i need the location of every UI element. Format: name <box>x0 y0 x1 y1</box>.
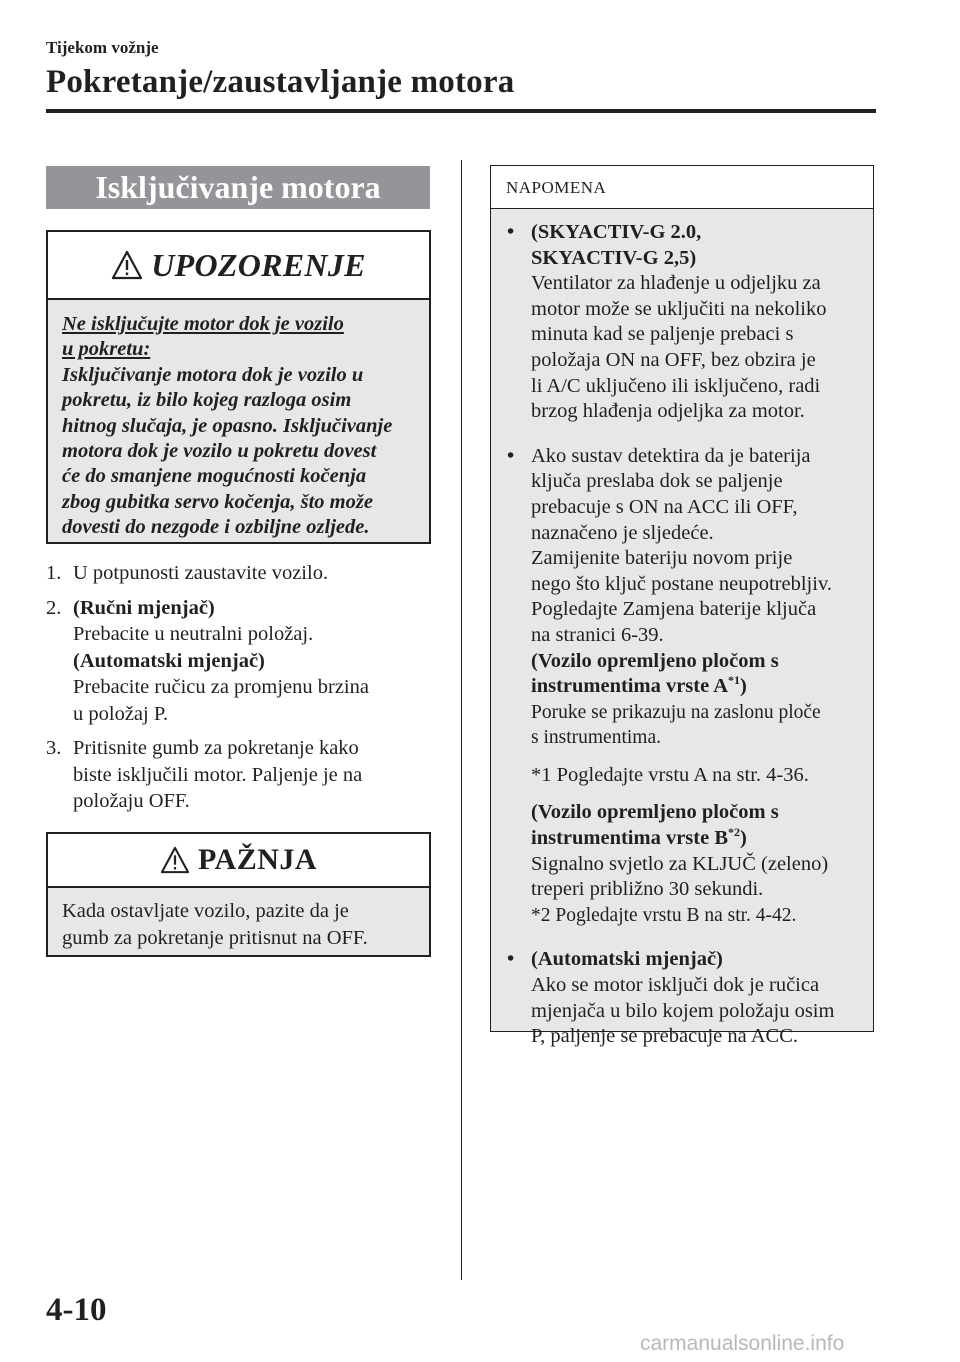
section-label: Tijekom vožnje <box>46 38 159 57</box>
note-line: (Automatski mjenjač) <box>531 948 723 971</box>
note-line: Signalno svjetlo za KLJUČ (zeleno) <box>531 852 829 875</box>
note-subheading: (Vozilo opremljeno pločom s <box>531 801 779 824</box>
caution-line: Kada ostavljate vozilo, pazite da je <box>62 900 349 922</box>
note-subheading-close: ) <box>740 827 747 850</box>
note-item <box>505 444 865 929</box>
warning-box <box>46 230 431 544</box>
step-item <box>46 595 436 728</box>
note-line: na stranici 6-39. <box>531 623 664 646</box>
step-line: U potpunosti zaustavite vozilo. <box>73 562 329 584</box>
title-rule <box>46 109 876 113</box>
warning-triangle-icon <box>111 250 143 280</box>
column-divider <box>461 160 462 1280</box>
step-item <box>46 560 436 587</box>
note-subheading <box>531 674 865 700</box>
warning-line: Isključivanje motora dok je vozilo u <box>62 363 364 386</box>
note-line: Ako se motor isključi dok je ručica <box>531 974 820 997</box>
watermark: carmanualsonline.info <box>640 1332 845 1355</box>
caution-header <box>48 834 429 888</box>
step-line: u položaj P. <box>73 702 169 725</box>
footnote: *2 Pogledajte vrstu B na str. 4-42. <box>531 904 797 926</box>
footnote: *1 Pogledajte vrstu A na str. 4-36. <box>531 763 809 786</box>
note-line: naznačeno je sljedeće. <box>531 521 714 544</box>
warning-line: motora dok je vozilo u pokretu dovest <box>62 440 377 463</box>
step-line: (Ručni mjenjač) <box>73 596 215 619</box>
step-number: 1. <box>46 562 62 584</box>
note-line: Poruke se prikazuju na zaslonu ploče <box>531 701 821 723</box>
note-line: Pogledajte Zamjena baterije ključa <box>531 598 817 621</box>
warning-text <box>62 312 424 541</box>
step-item <box>46 735 436 815</box>
note-line: s instrumentima. <box>531 727 661 749</box>
step-number: 2. <box>46 596 62 619</box>
warning-header <box>48 232 429 300</box>
note-title: NAPOMENA <box>506 178 607 197</box>
warning-line: zbog gubitka servo kočenja, što može <box>62 490 373 513</box>
step-list <box>46 560 436 823</box>
warning-line: će do smanjene mogućnosti kočenja <box>62 465 367 488</box>
note-box <box>490 165 874 1048</box>
step-line: biste isključili motor. Paljenje je na <box>73 763 363 786</box>
note-line: brzog hlađenja odjeljka za motor. <box>531 400 805 423</box>
step-line: položaju OFF. <box>73 790 190 812</box>
note-line: Ako sustav detektira da je baterija <box>531 444 811 467</box>
note-subheading: (Vozilo opremljeno pločom s <box>531 649 779 672</box>
warning-triangle-icon <box>160 846 190 874</box>
note-line: P, paljenje se prebacuje na ACC. <box>531 1025 799 1048</box>
note-line: li A/C uključeno ili isključeno, radi <box>531 374 821 397</box>
step-line: Pritisnite gumb za pokretanje kako <box>73 737 359 759</box>
note-line: položaja ON na OFF, bez obzira je <box>531 348 816 371</box>
caution-title: PAŽNJA <box>197 843 318 876</box>
step-number: 3. <box>46 737 62 759</box>
note-line: mjenjača u bilo kojem položaju osim <box>531 999 835 1022</box>
note-item <box>505 947 865 1049</box>
caution-line: gumb za pokretanje pritisnut na OFF. <box>62 926 368 949</box>
section-heading: Isključivanje motora <box>46 166 430 209</box>
page-title: Pokretanje/zaustavljanje motora <box>46 64 515 100</box>
bullet: • <box>507 444 515 467</box>
bullet: • <box>507 221 515 243</box>
note-header <box>491 166 873 209</box>
note-line: treperi približno 30 sekundi. <box>531 878 764 901</box>
note-line: ključa preslaba dok se paljenje <box>531 470 783 493</box>
note-line: minuta kad se paljenje prebaci s <box>531 323 794 346</box>
warning-line: hitnog slučaja, je opasno. Isključivanje <box>62 414 393 437</box>
note-line: (SKYACTIV-G 2.0, <box>531 221 702 243</box>
footnote-marker: *1 <box>728 673 741 688</box>
note-line: SKYACTIV-G 2,5) <box>531 246 697 269</box>
note-subheading-close: ) <box>740 675 747 698</box>
warning-line: u pokretu: <box>62 338 151 361</box>
warning-line: dovesti do nezgode i ozbiljne ozljede. <box>62 516 370 539</box>
note-subheading-text: instrumentima vrste B <box>531 827 729 850</box>
note-item <box>505 220 865 425</box>
note-list <box>505 220 865 1069</box>
note-line: prebacuje s ON na ACC ili OFF, <box>531 495 798 518</box>
note-subheading-text: instrumentima vrste A <box>531 675 729 698</box>
bullet: • <box>507 948 515 971</box>
warning-line: Ne isključujte motor dok je vozilo <box>62 313 344 335</box>
note-line: motor može se uključiti na nekoliko <box>531 297 827 320</box>
page-number: 4-10 <box>46 1292 107 1328</box>
step-line: (Automatski mjenjač) <box>73 649 265 672</box>
caution-box <box>46 832 431 957</box>
step-line: Prebacite u neutralni položaj. <box>73 623 314 645</box>
warning-title: UPOZORENJE <box>151 246 366 283</box>
note-subheading <box>531 826 865 852</box>
caution-text <box>62 898 424 951</box>
note-line: Zamijenite bateriju novom prije <box>531 547 793 570</box>
footnote-marker: *2 <box>728 825 741 840</box>
note-line: Ventilator za hlađenje u odjeljku za <box>531 272 821 295</box>
note-line: nego što ključ postane neupotrebljiv. <box>531 572 832 595</box>
warning-line: pokretu, iz bilo kojeg razloga osim <box>62 389 352 412</box>
step-line: Prebacite ručicu za promjenu brzina <box>73 676 369 698</box>
